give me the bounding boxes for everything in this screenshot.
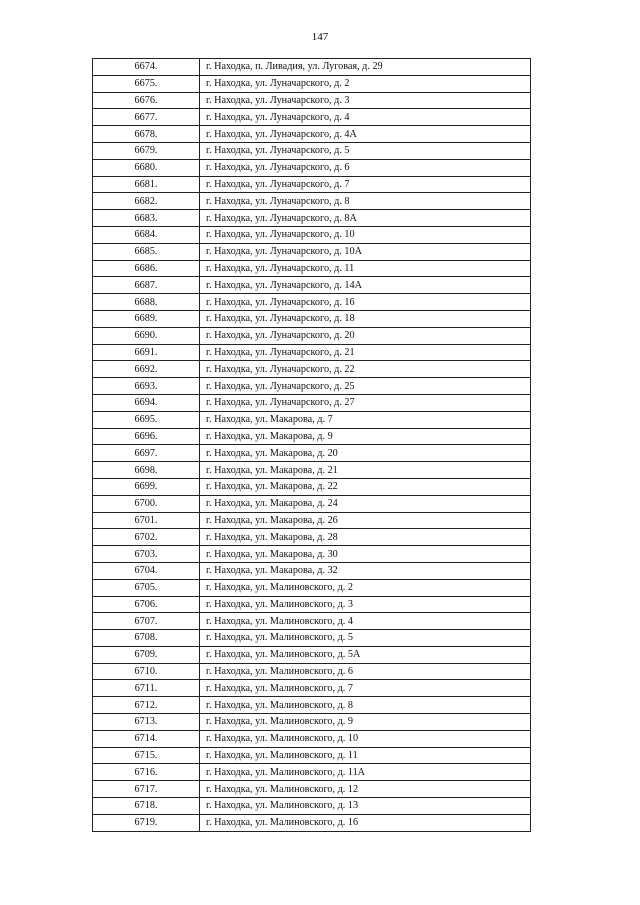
row-number-cell: 6718. xyxy=(93,798,200,815)
row-number-cell: 6678. xyxy=(93,126,200,143)
table-row xyxy=(93,546,531,563)
address-cell: г. Находка, ул. Луначарского, д. 5 xyxy=(200,142,531,159)
table-row xyxy=(93,445,531,462)
row-number-cell: 6711. xyxy=(93,680,200,697)
row-number-cell: 6691. xyxy=(93,344,200,361)
table-row xyxy=(93,462,531,479)
table-row xyxy=(93,210,531,227)
address-cell: г. Находка, ул. Луначарского, д. 8 xyxy=(200,193,531,210)
table-row xyxy=(93,142,531,159)
table-row xyxy=(93,663,531,680)
address-cell: г. Находка, ул. Малиновского, д. 7 xyxy=(200,680,531,697)
row-number-cell: 6684. xyxy=(93,226,200,243)
table-row xyxy=(93,428,531,445)
table-row xyxy=(93,327,531,344)
row-number-cell: 6690. xyxy=(93,327,200,344)
address-cell: г. Находка, ул. Луначарского, д. 3 xyxy=(200,92,531,109)
table-row xyxy=(93,176,531,193)
table-row xyxy=(93,394,531,411)
table-row xyxy=(93,193,531,210)
table-row xyxy=(93,310,531,327)
address-cell: г. Находка, ул. Луначарского, д. 27 xyxy=(200,394,531,411)
table-row xyxy=(93,126,531,143)
address-cell: г. Находка, ул. Макарова, д. 28 xyxy=(200,529,531,546)
row-number-cell: 6705. xyxy=(93,579,200,596)
address-cell: г. Находка, ул. Малиновского, д. 16 xyxy=(200,814,531,831)
row-number-cell: 6709. xyxy=(93,646,200,663)
address-cell: г. Находка, ул. Луначарского, д. 11 xyxy=(200,260,531,277)
address-cell: г. Находка, ул. Малиновского, д. 3 xyxy=(200,596,531,613)
address-cell: г. Находка, ул. Луначарского, д. 25 xyxy=(200,378,531,395)
row-number-cell: 6706. xyxy=(93,596,200,613)
row-number-cell: 6699. xyxy=(93,478,200,495)
address-cell: г. Находка, ул. Малиновского, д. 9 xyxy=(200,714,531,731)
address-cell: г. Находка, ул. Луначарского, д. 8А xyxy=(200,210,531,227)
row-number-cell: 6687. xyxy=(93,277,200,294)
table-row xyxy=(93,747,531,764)
address-cell: г. Находка, ул. Макарова, д. 9 xyxy=(200,428,531,445)
row-number-cell: 6716. xyxy=(93,764,200,781)
address-cell: г. Находка, ул. Луначарского, д. 6 xyxy=(200,159,531,176)
table-row xyxy=(93,159,531,176)
address-cell: г. Находка, ул. Луначарского, д. 22 xyxy=(200,361,531,378)
row-number-cell: 6677. xyxy=(93,109,200,126)
table-row xyxy=(93,529,531,546)
table-row xyxy=(93,579,531,596)
row-number-cell: 6710. xyxy=(93,663,200,680)
row-number-cell: 6717. xyxy=(93,781,200,798)
table-row xyxy=(93,630,531,647)
row-number-cell: 6715. xyxy=(93,747,200,764)
address-cell: г. Находка, ул. Малиновского, д. 5А xyxy=(200,646,531,663)
address-cell: г. Находка, ул. Макарова, д. 24 xyxy=(200,495,531,512)
row-number-cell: 6696. xyxy=(93,428,200,445)
row-number-cell: 6679. xyxy=(93,142,200,159)
table-row xyxy=(93,361,531,378)
address-cell: г. Находка, ул. Малиновского, д. 12 xyxy=(200,781,531,798)
table-row xyxy=(93,798,531,815)
table-row xyxy=(93,697,531,714)
table-row xyxy=(93,646,531,663)
address-cell: г. Находка, ул. Макарова, д. 21 xyxy=(200,462,531,479)
row-number-cell: 6703. xyxy=(93,546,200,563)
row-number-cell: 6719. xyxy=(93,814,200,831)
row-number-cell: 6701. xyxy=(93,512,200,529)
address-cell: г. Находка, ул. Луначарского, д. 4А xyxy=(200,126,531,143)
address-cell: г. Находка, ул. Луначарского, д. 10А xyxy=(200,243,531,260)
row-number-cell: 6692. xyxy=(93,361,200,378)
row-number-cell: 6700. xyxy=(93,495,200,512)
row-number-cell: 6688. xyxy=(93,294,200,311)
table-row xyxy=(93,562,531,579)
table-row xyxy=(93,109,531,126)
row-number-cell: 6689. xyxy=(93,310,200,327)
table-row xyxy=(93,814,531,831)
address-cell: г. Находка, ул. Макарова, д. 30 xyxy=(200,546,531,563)
address-cell: г. Находка, ул. Малиновского, д. 5 xyxy=(200,630,531,647)
table-row xyxy=(93,59,531,76)
address-cell: г. Находка, ул. Луначарского, д. 10 xyxy=(200,226,531,243)
address-cell: г. Находка, ул. Луначарского, д. 16 xyxy=(200,294,531,311)
row-number-cell: 6681. xyxy=(93,176,200,193)
address-cell: г. Находка, п. Ливадия, ул. Луговая, д. 29 xyxy=(200,59,531,76)
address-cell: г. Находка, ул. Малиновского, д. 2 xyxy=(200,579,531,596)
row-number-cell: 6686. xyxy=(93,260,200,277)
address-cell: г. Находка, ул. Малиновского, д. 6 xyxy=(200,663,531,680)
row-number-cell: 6674. xyxy=(93,59,200,76)
row-number-cell: 6707. xyxy=(93,613,200,630)
address-cell: г. Находка, ул. Макарова, д. 20 xyxy=(200,445,531,462)
address-cell: г. Находка, ул. Макарова, д. 22 xyxy=(200,478,531,495)
address-cell: г. Находка, ул. Луначарского, д. 18 xyxy=(200,310,531,327)
page-number: 147 xyxy=(311,31,329,43)
row-number-cell: 6683. xyxy=(93,210,200,227)
row-number-cell: 6714. xyxy=(93,730,200,747)
table-row xyxy=(93,92,531,109)
table-row xyxy=(93,680,531,697)
address-cell: г. Находка, ул. Луначарского, д. 14А xyxy=(200,277,531,294)
row-number-cell: 6695. xyxy=(93,411,200,428)
table-row xyxy=(93,260,531,277)
table-row xyxy=(93,596,531,613)
row-number-cell: 6676. xyxy=(93,92,200,109)
table-row xyxy=(93,226,531,243)
row-number-cell: 6675. xyxy=(93,75,200,92)
table-row xyxy=(93,378,531,395)
row-number-cell: 6685. xyxy=(93,243,200,260)
table-row xyxy=(93,495,531,512)
table-row xyxy=(93,781,531,798)
table-row xyxy=(93,277,531,294)
table-row xyxy=(93,730,531,747)
address-cell: г. Находка, ул. Малиновского, д. 13 xyxy=(200,798,531,815)
table-row xyxy=(93,714,531,731)
table-row xyxy=(93,344,531,361)
table-row xyxy=(93,75,531,92)
address-cell: г. Находка, ул. Малиновского, д. 10 xyxy=(200,730,531,747)
table-row xyxy=(93,764,531,781)
address-cell: г. Находка, ул. Макарова, д. 26 xyxy=(200,512,531,529)
row-number-cell: 6680. xyxy=(93,159,200,176)
address-table-body xyxy=(93,59,531,832)
table-row xyxy=(93,411,531,428)
row-number-cell: 6694. xyxy=(93,394,200,411)
address-cell: г. Находка, ул. Малиновского, д. 11 xyxy=(200,747,531,764)
table-row xyxy=(93,294,531,311)
address-cell: г. Находка, ул. Луначарского, д. 7 xyxy=(200,176,531,193)
address-cell: г. Находка, ул. Луначарского, д. 21 xyxy=(200,344,531,361)
table-row xyxy=(93,613,531,630)
table-row xyxy=(93,478,531,495)
address-cell: г. Находка, ул. Макарова, д. 32 xyxy=(200,562,531,579)
row-number-cell: 6693. xyxy=(93,378,200,395)
row-number-cell: 6682. xyxy=(93,193,200,210)
row-number-cell: 6708. xyxy=(93,630,200,647)
row-number-cell: 6704. xyxy=(93,562,200,579)
address-cell: г. Находка, ул. Луначарского, д. 2 xyxy=(200,75,531,92)
address-cell: г. Находка, ул. Луначарского, д. 4 xyxy=(200,109,531,126)
address-cell: г. Находка, ул. Малиновского, д. 11А xyxy=(200,764,531,781)
row-number-cell: 6713. xyxy=(93,714,200,731)
table-row xyxy=(93,512,531,529)
row-number-cell: 6697. xyxy=(93,445,200,462)
address-cell: г. Находка, ул. Макарова, д. 7 xyxy=(200,411,531,428)
table-row xyxy=(93,243,531,260)
row-number-cell: 6702. xyxy=(93,529,200,546)
address-cell: г. Находка, ул. Луначарского, д. 20 xyxy=(200,327,531,344)
row-number-cell: 6712. xyxy=(93,697,200,714)
address-cell: г. Находка, ул. Малиновского, д. 8 xyxy=(200,697,531,714)
address-cell: г. Находка, ул. Малиновского, д. 4 xyxy=(200,613,531,630)
row-number-cell: 6698. xyxy=(93,462,200,479)
address-table xyxy=(92,58,531,832)
